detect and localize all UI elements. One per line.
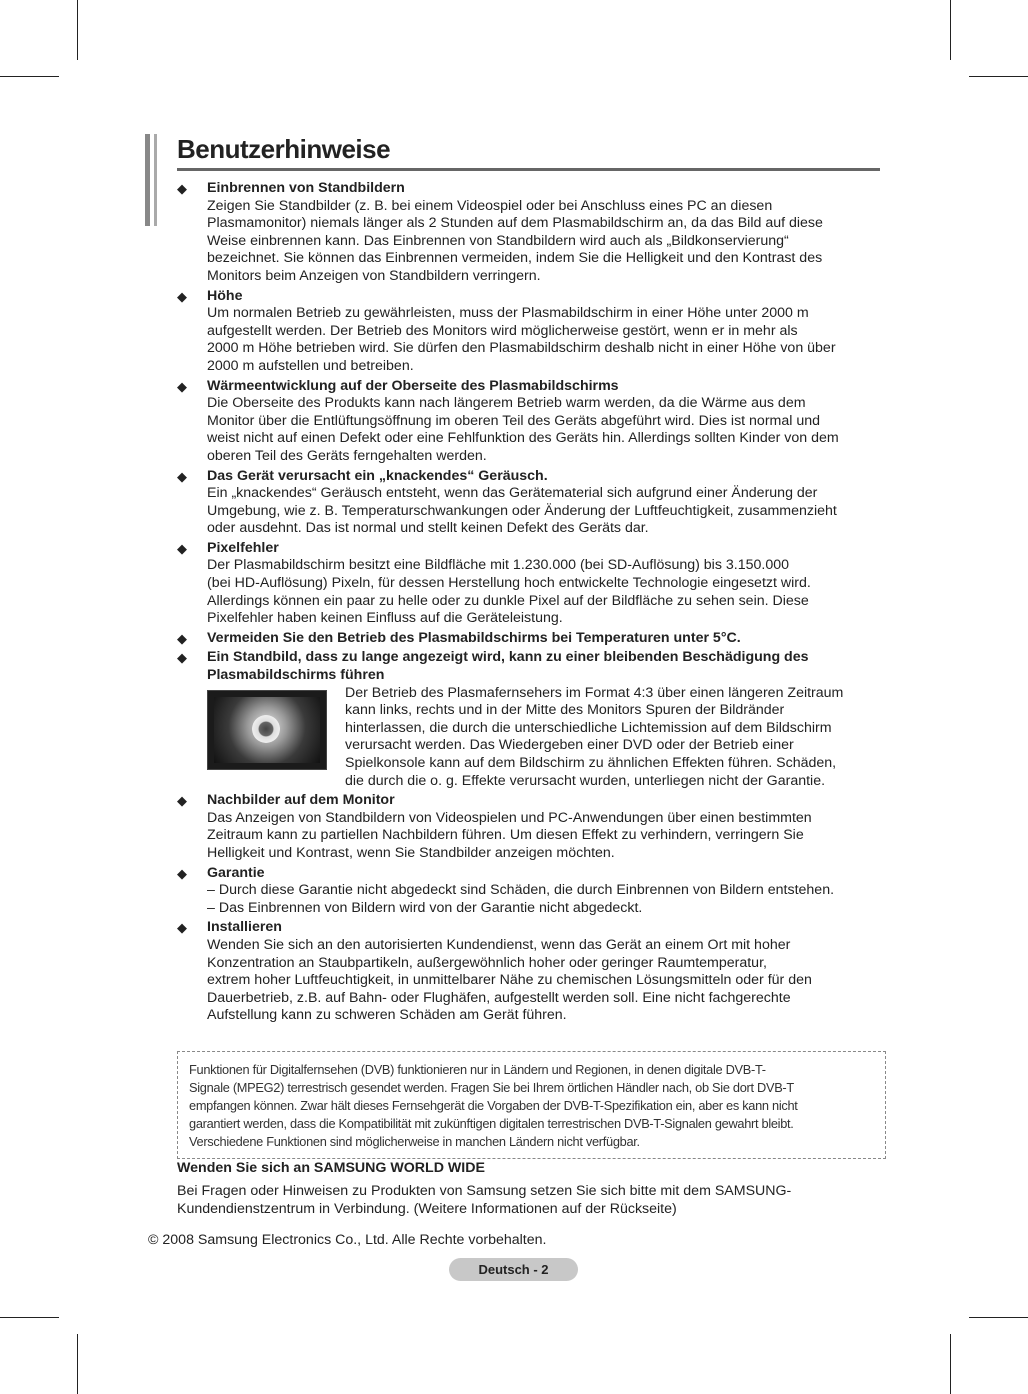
note-title: Garantie — [207, 864, 265, 881]
crop-mark — [0, 76, 59, 77]
note-body: Um normalen Betrieb zu gewährleisten, muss der Plasmabildschirm in einer Höhe unter 2000 m aufgestellt werden. Der Betrieb des Monitors wird möglicherweise gestört, wenn er in mehr als 2000 m Höhe betrieben wird. Sie dürfen den Plasmabildschirm deshalb nicht in einer Höhe von über 2000 m aufstellen und betreiben. — [207, 305, 836, 374]
diamond-bullet-icon: ◆ — [177, 181, 187, 196]
note-title: Ein Standbild, dass zu lange angezeigt wird, kann zu einer bleibenden Beschädigung des Plasmabildschirms führen — [207, 649, 809, 684]
note-item — [177, 792, 877, 862]
note-body: Der Plasmabildschirm besitzt eine Bildfläche mit 1.230.000 (bei SD-Auflösung) bis 3.150.000 (bei HD-Auflösung) Pixeln, für dessen Herstellung hoch entwickelte Technologie eingesetzt wird. Allerdings können ein paar zu helle oder zu dunkle Pixel auf der Bildfläche zu sehen sein. Diese Pixelfehler haben keinen Einfluss auf die Geräteleistung. — [207, 557, 811, 627]
note-body: Das Anzeigen von Standbildern von Videospielen und PC-Anwendungen über einen bestimmten Zeitraum kann zu partiellen Nachbildern führen. Um diesen Effekt zu verhindern, verringern Sie Helligkeit und Kontrast, wenn Sie Standbilder anzeigen möchten. — [207, 809, 812, 861]
note-title: Installieren — [207, 919, 282, 936]
note-title: Wärmeentwicklung auf der Oberseite des Plasmabildschirms — [207, 377, 619, 394]
diamond-bullet-icon: ◆ — [177, 468, 187, 484]
diamond-bullet-icon: ◆ — [177, 540, 187, 556]
diamond-bullet-icon: ◆ — [177, 865, 187, 881]
crop-mark — [969, 76, 1028, 77]
crop-mark — [77, 0, 78, 60]
diamond-bullet-icon: ◆ — [177, 650, 187, 666]
diamond-bullet-icon: ◆ — [177, 288, 187, 304]
note-body: Der Betrieb des Plasmafernsehers im Format 4:3 über einen längeren Zeitraum kann links, rechts und in der Mitte des Monitors Spuren der Bildränder hinterlassen, die durch die unterschiedliche Lichtemission auf dem Bildschirm verursacht werden. Das Wiedergeben einer DVD oder der Betrieb einer Spielkonsole kann auf dem Bildschirm zu ähnlichen Effekten führen. Schäden, die durch die o. g. Effekte verursacht wurden, unterliegen nicht der Garantie. — [345, 684, 844, 789]
note-body: Ein „knackendes“ Geräusch entsteht, wenn das Gerätematerial sich aufgrund einer Änderung der Umgebung, wie z. B. Temperaturschwankungen oder Änderung der Luftfeuchtigkeit, zusammenzieht oder ausdehnt. Das ist normal und stellt keinen Defekt des Geräts dar. — [207, 485, 837, 537]
note-title: Höhe — [207, 287, 243, 304]
title-rule — [177, 168, 880, 171]
note-item — [177, 378, 877, 466]
diamond-bullet-icon: ◆ — [177, 630, 187, 646]
note-title: Pixelfehler — [207, 539, 279, 556]
diamond-bullet-icon: ◆ — [177, 920, 187, 936]
note-body: Wenden Sie sich an den autorisierten Kundendienst, wenn das Gerät an einem Ort mit hoher Konzentration an Staubpartikeln, außergewöhnlich hoher oder geringer Raumtemperatur, extrem hoher Luftfeuchtigkeit, in unmittelbarer Nähe zu chemischen Lösungsmitteln oder für den Dauerbetrieb, z.B. auf Bahn- oder Flughäfen, aufgestellt werden soll. Eine nicht fachgerechte Aufstellung kann zu schweren Schäden am Gerät führen. — [207, 936, 812, 1024]
note-item — [177, 919, 877, 1025]
note-item — [177, 649, 877, 790]
dvb-notice-box: Funktionen für Digitalfernsehen (DVB) funktionieren nur in Ländern und Regionen, in denen digitale DVB-T- Signale (MPEG2) terrestrisch gesendet werden. Fragen Sie bei Ihrem örtlichen Händler nach, ob Sie dort DVB-T empfangen können. Zwar hält dieses Fernsehgerät die Vorgaben der DVB-T-Spezifikation ein, aber es kann nicht garantiert werden, dass die Kompatibilität mit zukünftigen digitalen terrestrischen DVB-T-Signalen gewahrt bleibt. Verschiedene Funktionen sind möglicherweise in manchen Ländern nicht verfügbar. — [177, 1051, 886, 1159]
tv-screen-image — [207, 690, 327, 770]
note-item — [177, 288, 877, 376]
note-title: Das Gerät verursacht ein „knackendes“ Geräusch. — [207, 467, 548, 484]
copyright: © 2008 Samsung Electronics Co., Ltd. Alle Rechte vorbehalten. — [148, 1232, 547, 1248]
note-body: – Durch diese Garantie nicht abgedeckt sind Schäden, die durch Einbrennen von Bildern entstehen. – Das Einbrennen von Bildern wird von der Garantie nicht abgedeckt. — [207, 882, 835, 916]
crop-mark — [969, 1317, 1028, 1318]
note-item — [177, 540, 877, 628]
note-item — [177, 630, 877, 648]
crop-mark — [77, 1334, 78, 1394]
page-number-badge: Deutsch - 2 — [449, 1258, 578, 1281]
contact-body: Bei Fragen oder Hinweisen zu Produkten von Samsung setzen Sie sich bitte mit dem SAMSUNG- Kundendienstzentrum in Verbindung. (Weitere Informationen auf der Rückseite) — [177, 1183, 792, 1217]
crop-mark — [950, 0, 951, 60]
crop-mark — [0, 1317, 59, 1318]
note-item — [177, 865, 877, 918]
note-body: Die Oberseite des Produkts kann nach längerem Betrieb warm werden, da die Wärme aus dem Monitor über die Entlüftungsöffnung im oberen Teil des Geräts abgeführt wird. Dies ist normal und weist nicht auf einen Defekt oder eine Fehlfunktion des Geräts hin. Allerdings sollten Kinder von dem oberen Teil des Geräts ferngehalten werden. — [207, 395, 839, 464]
note-with-image — [207, 685, 877, 791]
note-title: Vermeiden Sie den Betrieb des Plasmabildschirms bei Temperaturen unter 5°C. — [207, 629, 741, 646]
page-title: Benutzerhinweise — [177, 134, 391, 164]
note-item — [177, 180, 877, 286]
note-body: Zeigen Sie Standbilder (z. B. bei einem Videospiel oder bei Anschluss eines PC an diesen Plasmamonitor) niemals länger als 2 Stunden auf dem Plasmabildschirm an, da das Bild auf diese Weise einbrennen kann. Das Einbrennen von Standbildern wird auch als „Bildkonservierung“ bezeichnet. Sie können das Einbrennen vermeiden, indem Sie die Helligkeit und den Kontrast des Monitors beim Anzeigen von Standbildern verringern. — [207, 197, 823, 284]
crop-mark — [950, 1334, 951, 1394]
notes-list — [177, 180, 877, 1027]
diamond-bullet-icon: ◆ — [177, 793, 187, 809]
diamond-bullet-icon: ◆ — [177, 378, 187, 394]
note-item — [177, 468, 877, 538]
note-title: Einbrennen von Standbildern — [207, 180, 405, 196]
contact-heading: Wenden Sie sich an SAMSUNG WORLD WIDE — [177, 1160, 485, 1176]
note-title: Nachbilder auf dem Monitor — [207, 792, 395, 809]
